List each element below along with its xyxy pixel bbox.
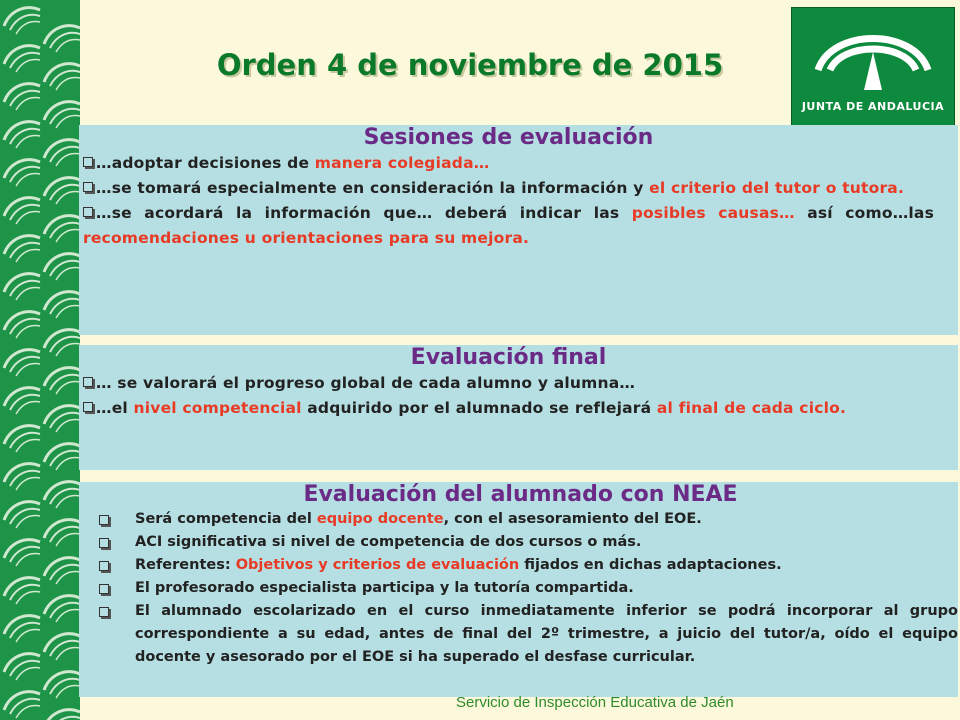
checkbox-bullet-icon — [83, 207, 93, 217]
highlight-text: manera colegiada… — [314, 154, 490, 172]
bullet-text: … se valorará el progreso global de cada alumno y alumna… — [96, 374, 636, 392]
highlight-text: recomendaciones u orientaciones para su mejora. — [83, 229, 530, 247]
section-heading: Evaluación del alumnado con NEAE — [303, 482, 738, 507]
bullet-text: Será competencia del — [135, 511, 317, 527]
bullet-text: El profesorado especialista participa y la tutoría compartida. — [135, 580, 634, 596]
section-heading: Evaluación final — [410, 345, 607, 370]
highlight-text: el criterio del tutor o tutora. — [649, 179, 905, 197]
highlight-text: equipo docente — [316, 511, 444, 527]
panel-evaluacion-neae — [79, 482, 958, 697]
bullet-item — [83, 201, 934, 251]
bullet-text: …el — [96, 399, 134, 417]
page-title: Orden 4 de noviembre de 2015 — [216, 48, 724, 82]
decorative-sidebar — [0, 0, 80, 720]
bullet-text: ACI significativa si nivel de competencia de dos cursos o más. — [135, 534, 642, 550]
bullet-text: fijados en dichas adaptaciones. — [519, 557, 782, 573]
bullet-text: El alumnado escolarizado en el curso inmediatamente inferior se podrá incorporar al grupo correspondiente a su edad, antes de final del 2º trimestre, a juicio del tutor/a, oído el equipo docente y asesorado por el EOE si ha superado el desfase curricular. — [135, 603, 958, 665]
bullet-text: así como…las — [794, 204, 934, 222]
section-heading: Sesiones de evaluación — [363, 125, 654, 150]
bullet-item — [83, 396, 934, 421]
bullet-text: , con el asesoramiento del EOE. — [443, 511, 702, 527]
panel-evaluacion-final — [79, 345, 958, 470]
bullet-item — [83, 577, 958, 600]
bullet-text: adquirido por el alumnado se reflejará — [301, 399, 657, 417]
checkbox-bullet-icon — [99, 561, 109, 571]
checkbox-bullet-icon — [83, 377, 93, 387]
highlight-text: al final de cada ciclo. — [656, 399, 847, 417]
highlight-text: nivel competencial — [133, 399, 302, 417]
checkbox-bullet-icon — [99, 584, 109, 594]
bullet-text: …se tomará especialmente en consideración la información y — [96, 179, 650, 197]
highlight-text: posibles causas… — [631, 204, 795, 222]
bullet-item — [83, 554, 958, 577]
highlight-text: Objetivos y criterios de evaluación — [235, 557, 520, 573]
checkbox-bullet-icon — [99, 538, 109, 548]
bullet-item — [83, 371, 934, 396]
bullet-item — [83, 151, 934, 176]
bullet-item — [83, 600, 958, 669]
checkbox-bullet-icon — [99, 515, 109, 525]
footer-text: Servicio de Inspección Educativa de Jaén — [456, 694, 734, 711]
checkbox-bullet-icon — [99, 607, 109, 617]
bullet-text: Referentes: — [135, 557, 236, 573]
logo-text: JUNTA DE ANDALUCIA — [801, 100, 945, 113]
leaf-pattern-icon — [0, 0, 80, 720]
logo — [791, 7, 955, 129]
bullet-item — [83, 531, 958, 554]
bullet-text: …se acordará la información que… deberá indicar las — [96, 204, 632, 222]
checkbox-bullet-icon — [83, 157, 93, 167]
panel-sesiones-evaluacion — [79, 125, 958, 335]
bullet-item — [83, 176, 934, 201]
bullet-item — [83, 508, 958, 531]
bullet-text: …adoptar decisiones de — [96, 154, 315, 172]
checkbox-bullet-icon — [83, 402, 93, 412]
junta-andalucia-emblem-icon — [792, 8, 954, 98]
checkbox-bullet-icon — [83, 182, 93, 192]
